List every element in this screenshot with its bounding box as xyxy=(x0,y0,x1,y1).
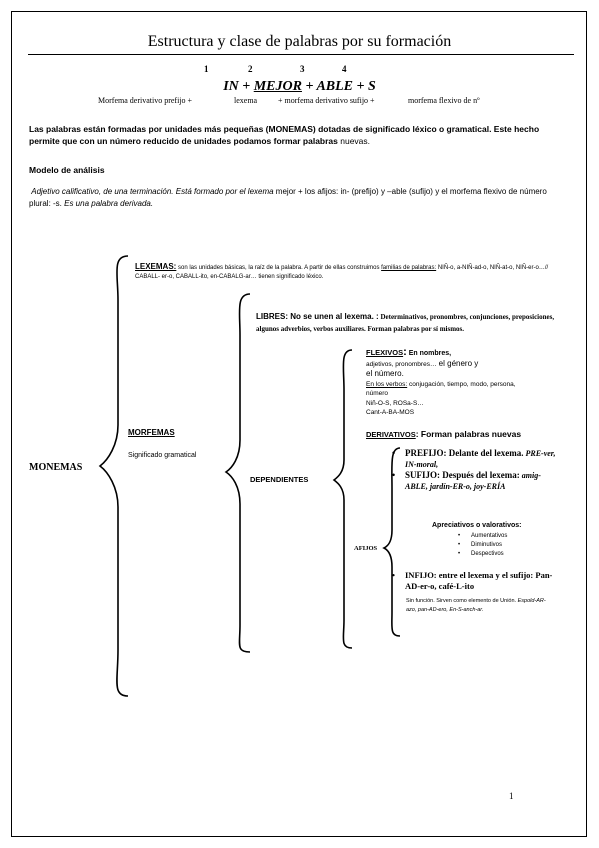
brace-morfemas xyxy=(226,294,250,652)
intro-paragraph: Las palabras están formadas por unidades más pequeñas (MONEMAS) dotadas de significado léxico o gramatical. Este hecho permite que con un número reducido de unidades podamos formar palabras nuevas. xyxy=(29,124,540,146)
apreciativos-label: Apreciativos o valorativos: xyxy=(432,522,522,529)
libres-label: LIBRES: xyxy=(256,312,288,321)
libres-block: LIBRES: No se unen al lexema. : Determinativos, pronombres, conjunciones, preposiciones, algunos adverbios, verbos auxiliares. Forman palabras por sí mismos. xyxy=(256,312,555,333)
brace-dependientes xyxy=(334,350,352,648)
afijos-list xyxy=(389,448,559,492)
formula-label-prefix: Morfema derivativo prefijo + xyxy=(98,96,193,105)
apreciativos-item-1: • Aumentativos xyxy=(455,532,507,541)
formula-number-4: 4 xyxy=(342,64,347,74)
flexivos-label: FLEXIVOS xyxy=(366,348,404,357)
formula-number-3: 3 xyxy=(300,64,305,74)
apreciativos-item-3: • Despectivos xyxy=(455,550,507,559)
page-title: Estructura y clase de palabras por su formación xyxy=(147,33,452,50)
infijo-list xyxy=(389,570,561,592)
apreciativos-list xyxy=(455,532,507,559)
page-number: 1 xyxy=(509,791,514,801)
word-formula: IN + MEJOR + ABLE + S xyxy=(223,79,376,94)
formula-inflection: S xyxy=(368,79,376,94)
formula-label-lexeme: lexema xyxy=(234,96,258,105)
formula-label-inflection: morfema flexivo de nº xyxy=(408,96,480,105)
formula-suffix: ABLE xyxy=(316,79,354,94)
formula-prefix: IN xyxy=(223,79,239,94)
dependientes-label: DEPENDIENTES xyxy=(250,475,309,484)
flexivos-block: FLEXIVOS: En nombres, adjetivos, pronombres… el género y el número. En los verbos: conjugación, tiempo, modo, persona, número Niñ-O-S, ROSa-S… Cant-A-BA-MOS xyxy=(366,346,516,416)
formula-number-2: 2 xyxy=(248,64,253,74)
formula-label-suffix: + morfema derivativo sufijo + xyxy=(278,96,375,105)
model-text: Adjetivo calificativo, de una terminación. Está formado por el lexema mejor + los afijos: in- (prefijo) y –able (sufijo) y el morfema flexivo de número plural: -s. Es una palabra derivada. xyxy=(29,187,547,208)
formula-lexeme: MEJOR xyxy=(253,79,302,94)
afijos-label: AFIJOS xyxy=(354,545,378,552)
infijo-note: Sin función. Sirven como elemento de Unión. Espold-AR-azo, pan-AD-ero, En-S-anch-ar. xyxy=(406,598,546,613)
morfemas-label: MORFEMAS xyxy=(128,428,175,437)
monemas-label: MONEMAS xyxy=(29,462,83,473)
prefijo-item: • PREFIJO: Delante del lexema. PRE-ver, IN-moral, xyxy=(389,448,559,470)
derivativos-line: DERIVATIVOS: Forman palabras nuevas xyxy=(366,429,522,439)
derivativos-label: DERIVATIVOS xyxy=(366,430,416,439)
apreciativos-item-2: • Diminutivos xyxy=(455,541,507,550)
lexemas-label: LEXEMAS: xyxy=(135,262,177,271)
sufijo-item: • SUFIJO: Después del lexema: amig-ABLE, jardín-ER-o, joy-ERÍA xyxy=(389,470,559,492)
formula-number-1: 1 xyxy=(204,64,209,74)
lexemas-block: LEXEMAS: son las unidades básicas, la raíz de la palabra. A partir de ellas construimos familias de palabras: NIÑ-o, a-NIÑ-ad-o, NIÑ-at-o, NIÑ-er-o…// CABALL- er-o, CABALL-ito, en-CABALG-ar… tienen significado léxico. xyxy=(135,262,549,280)
model-heading: Modelo de análisis xyxy=(29,165,105,175)
brace-monemas xyxy=(100,256,128,696)
morfemas-subtitle: Significado gramatical xyxy=(128,452,197,459)
infijo-item: • INFIJO: entre el lexema y el sufijo: Pan-AD-er-o, café-L-ito xyxy=(389,570,561,592)
